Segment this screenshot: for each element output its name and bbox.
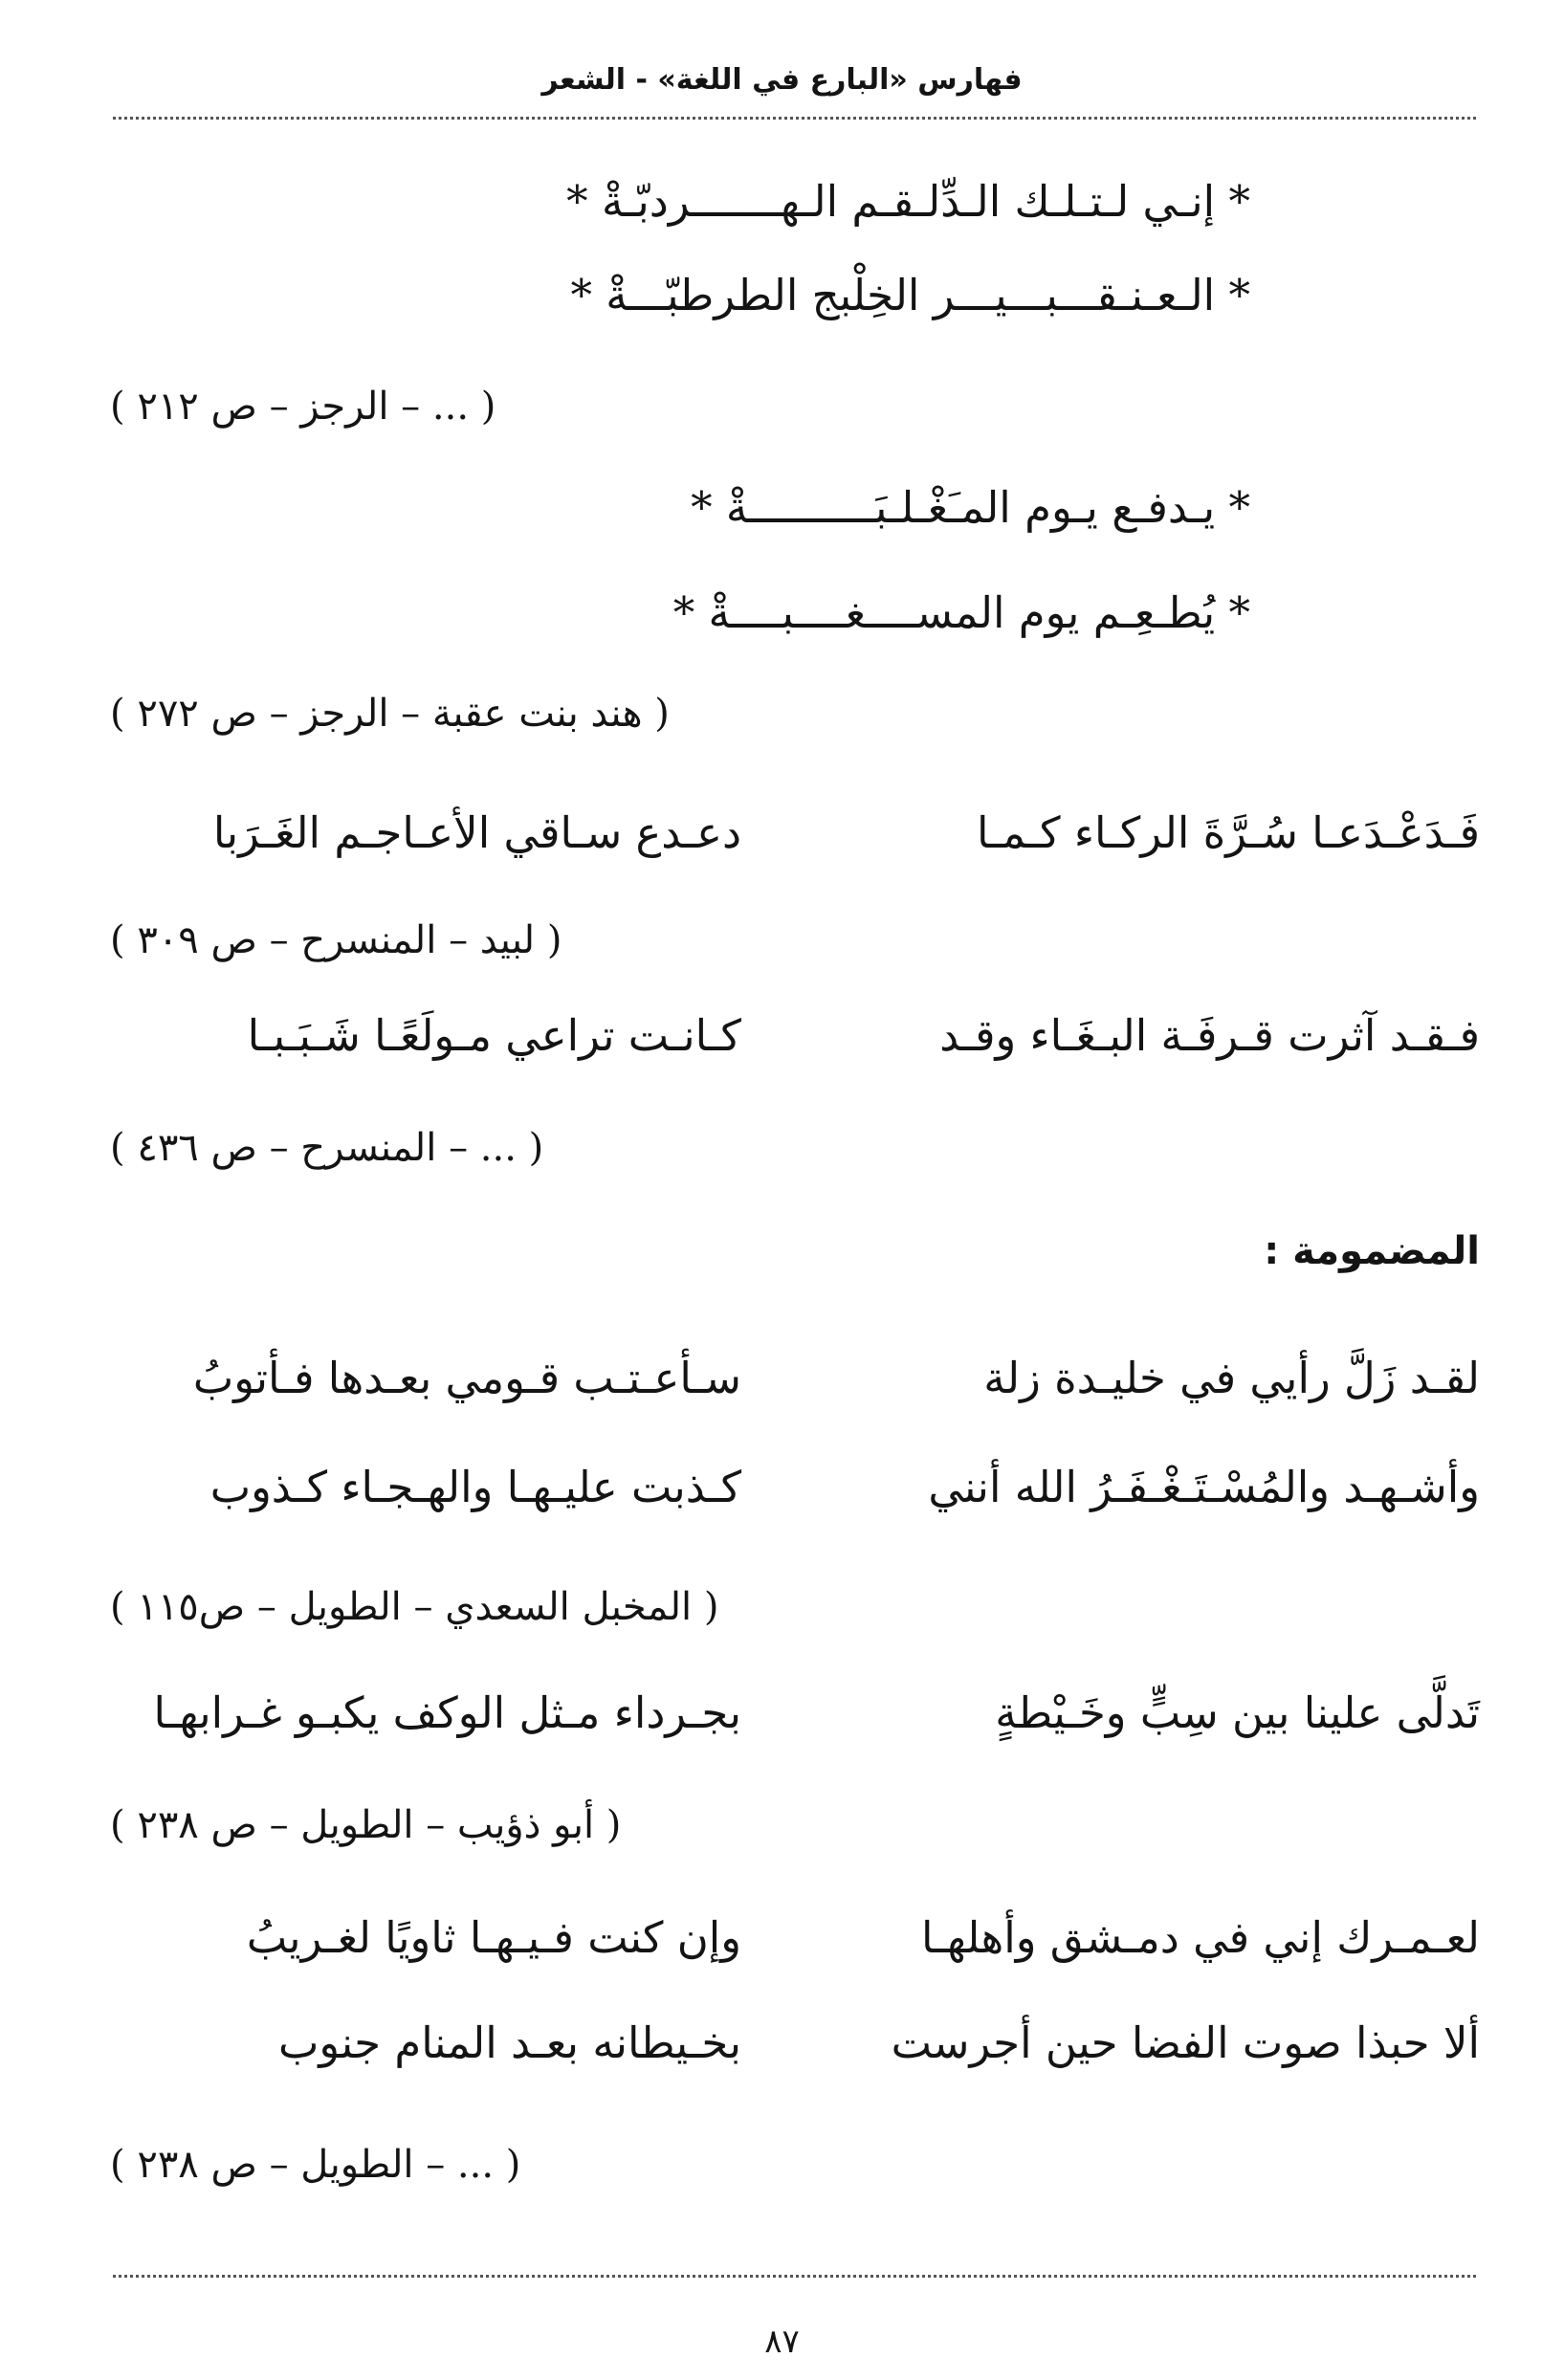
- verse-hemistich-second: دعـدع سـاقي الأعـاجـم الغَـرَبا: [212, 807, 741, 858]
- verse-hemistich-first: ألا حبذا صوت الفضا حين أجرست: [891, 2017, 1480, 2068]
- source-citation: ( ... – الرجز – ص ٢١٢ ): [110, 385, 496, 429]
- rajaz-line: * الـعـنـقـــبـــيـــر الخِلْبج الطرطبّـــةْ *: [570, 270, 1250, 320]
- verse-hemistich-first: لعـمـرك إني في دمـشق وأهلهـا: [921, 1912, 1480, 1963]
- source-citation: ( ... – الطويل – ص ٢٣٨ ): [110, 2143, 521, 2187]
- rajaz-line: * يـدفـع يـوم المـَغْـلـبَــــــــــةْ *: [691, 482, 1250, 533]
- verse-hemistich-second: وإن كنت فـيـهـا ثاويًا لغـريبُ: [246, 1912, 741, 1963]
- verse-hemistich-second: كـانـت تراعي مـولَعًـا شَـبَـبـا: [247, 1010, 741, 1061]
- verse-hemistich-first: وأشـهـد والمُسْـتَـغْـفَـرُ الله أنني: [928, 1462, 1480, 1512]
- source-citation: ( هند بنت عقبة – الرجز – ص ٢٧٢ ): [110, 692, 670, 736]
- rajaz-line: * يُطـعِـم يوم المســــغــــبــــةْ *: [672, 587, 1250, 638]
- rajaz-line: * إنـي لـتـلـك الـدِّلـقـم الـهـــــــردبّـةْ *: [566, 176, 1250, 227]
- source-citation: ( لبيد – المنسرح – ص ٣٠٩ ): [110, 918, 562, 962]
- verse-hemistich-second: سـأعـتـب قـومي بعـدها فـأتوبُ: [192, 1353, 741, 1403]
- source-citation: ( أبو ذؤيب – الطويل – ص ٢٣٨ ): [110, 1803, 622, 1847]
- page-number: ٨٧: [764, 2323, 800, 2361]
- verse-hemistich-first: لقـد زَلَّ رأيي في خليـدة زلة: [983, 1353, 1480, 1403]
- verse-hemistich-second: بخـيطانه بعـد المنام جنوب: [278, 2017, 741, 2068]
- source-citation: ( المخبل السعدي – الطويل – ص١١٥ ): [110, 1585, 719, 1629]
- verse-hemistich-second: كـذبت عليـهـا والهـجـاء كـذوب: [209, 1462, 741, 1512]
- section-heading: المضمومة :: [1264, 1229, 1480, 1273]
- verse-hemistich-first: فَـدَعْـدَعـا سُـرَّةَ الركـاء كـمـا: [977, 807, 1480, 858]
- running-header: فهارس «البارع في اللغة» - الشعر: [541, 63, 1023, 97]
- verse-hemistich-first: تَدلَّى علينا بين سِبٍّ وخَـيْطةٍ: [995, 1687, 1480, 1738]
- footer-divider: [113, 2275, 1476, 2278]
- verse-hemistich-first: فـقـد آثرت قـرفَـة البـغَـاء وقـد: [939, 1010, 1480, 1061]
- source-citation: ( ... – المنسرح – ص ٤٣٦ ): [110, 1126, 544, 1170]
- header-divider: [113, 117, 1476, 120]
- verse-hemistich-second: بجـرداء مـثل الوكف يكبـو غـرابهـا: [153, 1687, 741, 1738]
